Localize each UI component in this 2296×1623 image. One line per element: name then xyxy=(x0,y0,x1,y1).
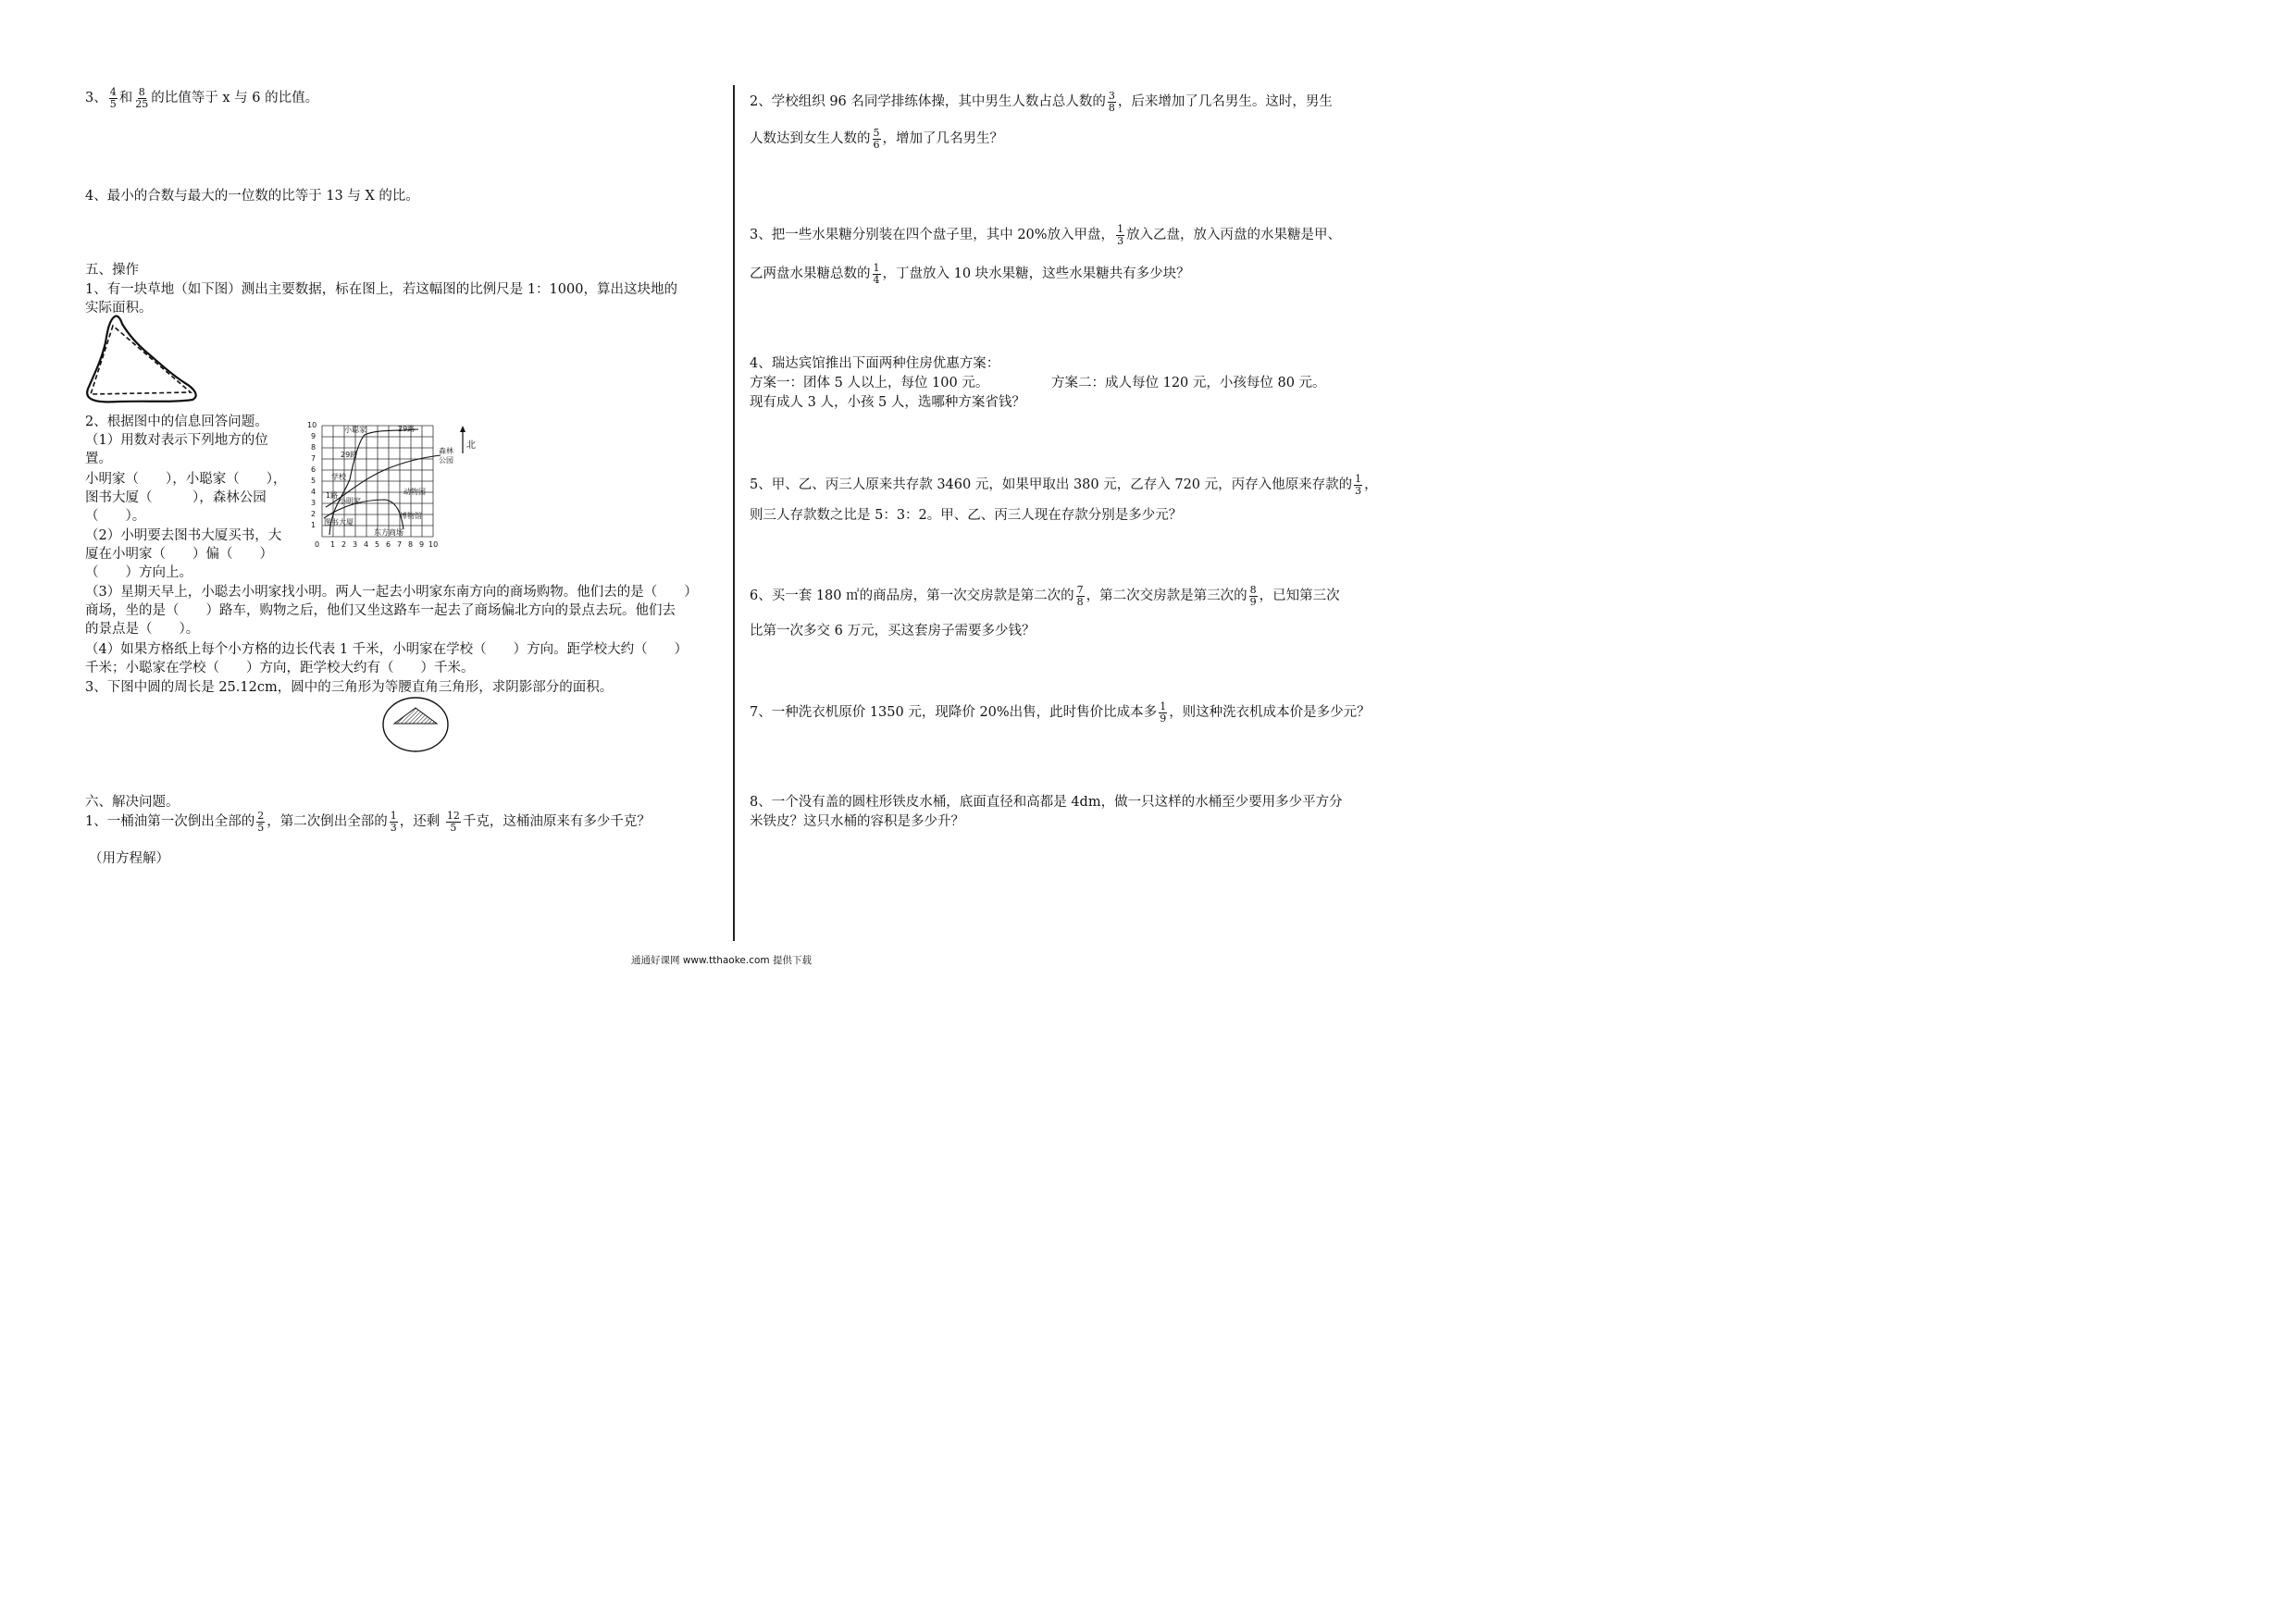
right-q3-line1 xyxy=(750,224,1341,246)
x-tick: 7 xyxy=(397,540,403,549)
numerator: 1 xyxy=(873,262,880,274)
op2-q2-line1: （2）小明要去图书大厦买书，大 xyxy=(85,528,282,543)
right-q2-line2 xyxy=(750,128,1003,150)
denominator: 6 xyxy=(873,138,880,151)
numerator: 1 xyxy=(1160,700,1167,712)
numerator: 1 xyxy=(1117,223,1124,235)
right-q8-line1: 8、一个没有盖的圆柱形铁皮水桶，底面直径和高都是 4dm，做一只这样的水桶至少要用多少平方分 xyxy=(750,795,1343,810)
x-tick: 6 xyxy=(386,540,391,549)
s1-prefix: 1、一桶油第一次倒出全部的 xyxy=(85,814,255,830)
fraction xyxy=(873,263,881,285)
right-q4-question: 现有成人 3 人，小孩 5 人，选哪种方案省钱？ xyxy=(750,395,1025,410)
op2-title: 2、根据图中的信息回答问题。 xyxy=(85,415,268,429)
x-tick: 4 xyxy=(364,540,369,549)
numerator: 7 xyxy=(1076,584,1084,596)
r5-suffix: ， xyxy=(1364,477,1378,493)
label-school: 学校 xyxy=(331,473,346,481)
label-bus-29: 29路 xyxy=(398,425,416,433)
x-axis-ticks xyxy=(330,540,438,549)
label-library: 图书大厦 xyxy=(324,518,354,527)
op2-q3-line2: 商场，坐的是（ ）路车，购物之后，他们又坐这路车一起去了商场偏北方向的景点去玩。他们去 xyxy=(85,603,676,618)
r5-prefix: 5、甲、乙、丙三人原来共存款 3460 元，如果甲取出 380 元，乙存入 720 元，丙存入他原来存款的 xyxy=(750,477,1353,493)
right-q2-line1 xyxy=(750,91,1333,113)
x-tick: 8 xyxy=(408,540,414,549)
op2-q3-line1: （3）星期天早上，小聪去小明家找小明。两人一起去小明家东南方向的商场购物。他们去的是（ ） xyxy=(85,585,698,600)
y-tick: 6 xyxy=(311,465,316,474)
y-axis-ticks xyxy=(307,421,319,549)
op2-q1-line3: 小明家（ ），小聪家（ ）， xyxy=(85,472,287,487)
op2-q1-line2: 置。 xyxy=(85,452,112,466)
denominator: 8 xyxy=(1076,595,1084,608)
numerator: 4 xyxy=(109,86,117,98)
r2-suffix: ，后来增加了几名男生。这时，男生 xyxy=(1117,94,1333,110)
y-tick: 8 xyxy=(311,443,316,452)
label-xiaoming-home: 小明家 xyxy=(339,497,361,505)
grass-plot-outline xyxy=(87,316,196,402)
s1-mid2: ，还剩 xyxy=(399,814,444,830)
op2-q4-line2: 千米；小聪家在学校（ ）方向，距学校大约有（ ）千米。 xyxy=(85,661,475,675)
right-q6-line1 xyxy=(750,585,1340,607)
numerator: 1 xyxy=(390,810,397,822)
north-arrow-icon xyxy=(460,426,465,453)
coordinate-grid-map xyxy=(305,415,487,551)
r3b-prefix: 乙两盘水果糖总数的 xyxy=(750,266,871,282)
op1-line1: 1、有一块草地（如下图）测出主要数据，标在图上，若这幅图的比例尺是 1：1000，算出这块地的 xyxy=(85,282,677,297)
page-footer: 通通好课网 www.tthaoke.com 提供下载 xyxy=(631,955,812,966)
fraction xyxy=(256,811,265,833)
r7-suffix: ，则这种洗衣机成本价是多少元？ xyxy=(1169,705,1371,721)
x-tick: 9 xyxy=(419,540,425,549)
numerator: 2 xyxy=(257,810,265,822)
shaded-triangle xyxy=(394,708,437,724)
fraction xyxy=(1354,474,1362,496)
r6-prefix: 6、买一套 180 ㎡的商品房，第一次交房款是第二次的 xyxy=(750,588,1074,604)
r6-mid: ，第二次交房款是第三次的 xyxy=(1086,588,1247,604)
y-tick: 4 xyxy=(311,488,316,496)
label-zoo: 动物园 xyxy=(403,488,426,496)
q3-suffix: 的比值等于 x 与 6 的比值。 xyxy=(151,91,319,106)
right-q4-plan1: 方案一：团体 5 人以上，每位 100 元。 xyxy=(750,376,989,390)
r3-prefix: 3、把一些水果糖分别装在四个盘子里，其中 20%放入甲盘， xyxy=(750,228,1115,243)
right-q5-line1 xyxy=(750,474,1378,496)
circle-triangle-figure xyxy=(381,696,450,755)
r3b-suffix: ，丁盘放入 10 块水果糖，这些水果糖共有多少块？ xyxy=(882,266,1190,282)
label-museum: 博物馆 xyxy=(400,512,422,520)
y-tick: 3 xyxy=(311,499,316,507)
right-q4-title: 4、瑞达宾馆推出下面两种住房优惠方案： xyxy=(750,356,1000,371)
y-tick: 7 xyxy=(311,454,316,463)
fraction xyxy=(1116,224,1124,246)
label-forest-park: 森林 xyxy=(439,447,453,455)
fraction xyxy=(1108,91,1116,113)
label-north: 北 xyxy=(466,440,476,451)
y-tick: 9 xyxy=(311,432,316,440)
r2-prefix: 2、学校组织 96 名同学排练体操，其中男生人数占总人数的 xyxy=(750,94,1106,110)
y-tick: 10 xyxy=(307,421,317,429)
fraction xyxy=(134,87,149,109)
x-tick: 2 xyxy=(341,540,347,549)
solve-q1-note: （用方程解） xyxy=(89,851,169,866)
fraction xyxy=(1249,585,1258,607)
r3-suffix: 放入乙盘，放入丙盘的水果糖是甲、 xyxy=(1126,228,1342,243)
x-tick: 10 xyxy=(428,540,439,549)
label-bus-1: 1路 xyxy=(326,491,339,500)
r2b-suffix: ，增加了几名男生？ xyxy=(882,131,1003,147)
denominator: 8 xyxy=(1108,101,1115,114)
s1-mid1: ，第二次倒出全部的 xyxy=(267,814,388,830)
right-q5-line2: 则三人存款数之比是 5：3：2。甲、乙、丙三人现在存款分别是多少元？ xyxy=(750,508,1183,523)
op2-q2-line3: （ ）方向上。 xyxy=(85,565,192,580)
denominator: 4 xyxy=(873,273,880,286)
label-dongfang-mall: 东方商场 xyxy=(374,528,403,537)
s1-suffix: 千克，这桶油原来有多少千克？ xyxy=(462,814,651,830)
denominator: 5 xyxy=(450,821,457,834)
left-q3 xyxy=(85,87,318,109)
fraction xyxy=(446,811,461,833)
denominator: 3 xyxy=(1117,234,1124,247)
x-tick: 3 xyxy=(353,540,358,549)
numerator: 8 xyxy=(1249,584,1257,596)
op2-q1-line5: （ ）。 xyxy=(85,509,146,524)
y-tick: 1 xyxy=(311,521,316,529)
right-q7 xyxy=(750,701,1371,724)
numerator: 12 xyxy=(446,810,460,822)
section-6-title: 六、解决问题。 xyxy=(85,795,180,810)
numerator: 5 xyxy=(873,127,880,139)
y-tick: 2 xyxy=(311,510,316,518)
label-bus-29: 29路 xyxy=(341,451,358,459)
fraction xyxy=(109,87,118,109)
solve-q1 xyxy=(85,811,651,833)
section-5-title: 五、操作 xyxy=(85,263,139,278)
r2b-prefix: 人数达到女生人数的 xyxy=(750,131,871,147)
numerator: 3 xyxy=(1108,90,1115,102)
denominator: 9 xyxy=(1160,712,1167,725)
y-tick: 0 xyxy=(315,540,320,549)
numerator: 1 xyxy=(1355,473,1362,485)
q3-mid: 和 xyxy=(118,91,133,106)
circle-outline xyxy=(383,698,448,751)
right-q6-line2: 比第一次多交 6 万元，买这套房子需要多少钱？ xyxy=(750,624,1036,638)
op2-q4-line1: （4）如果方格纸上每个小方格的边长代表 1 千米，小明家在学校（ ）方向。距学校大约（ ） xyxy=(85,642,689,657)
op1-line2: 实际面积。 xyxy=(85,301,153,316)
fraction xyxy=(1076,585,1085,607)
op2-q3-line3: 的景点是（ ）。 xyxy=(85,622,200,637)
op2-q2-line2: 厦在小明家（ ）偏（ ） xyxy=(85,547,273,562)
denominator: 5 xyxy=(257,821,265,834)
r7-prefix: 7、一种洗衣机原价 1350 元，现降价 20%出售，此时售价比成本多 xyxy=(750,705,1158,721)
right-q3-line2 xyxy=(750,263,1190,285)
denominator: 25 xyxy=(135,97,149,110)
denominator: 5 xyxy=(109,97,117,110)
y-tick: 5 xyxy=(311,477,316,485)
denominator: 3 xyxy=(390,821,397,834)
fraction xyxy=(873,128,881,150)
fraction xyxy=(1159,701,1167,724)
op2-q1-line4: 图书大厦（ ），森林公园 xyxy=(85,490,267,505)
fraction xyxy=(390,811,398,833)
x-tick: 5 xyxy=(375,540,380,549)
left-q4: 4、最小的合数与最大的一位数的比等于 13 与 X 的比。 xyxy=(85,189,419,204)
denominator: 9 xyxy=(1249,595,1257,608)
op3-text: 3、下图中圆的周长是 25.12cm，圆中的三角形为等腰直角三角形，求阴影部分的面积。 xyxy=(85,680,614,695)
label-xiaocong-home: 小聪家 xyxy=(344,426,366,434)
numerator: 8 xyxy=(138,86,145,98)
x-tick: 1 xyxy=(330,540,336,549)
label-forest-park: 公园 xyxy=(439,456,453,465)
denominator: 3 xyxy=(1355,484,1362,497)
r6-suffix: ，已知第三次 xyxy=(1259,588,1340,604)
op2-q1-line1: （1）用数对表示下列地方的位 xyxy=(85,433,268,448)
q3-prefix: 3、 xyxy=(85,91,107,106)
right-q4-plan2: 方案二：成人每位 120 元，小孩每位 80 元。 xyxy=(1051,376,1326,390)
right-q8-line2: 米铁皮？这只水桶的容积是多少升？ xyxy=(750,814,964,829)
grass-plot-figure xyxy=(81,313,200,407)
column-divider xyxy=(733,85,735,941)
